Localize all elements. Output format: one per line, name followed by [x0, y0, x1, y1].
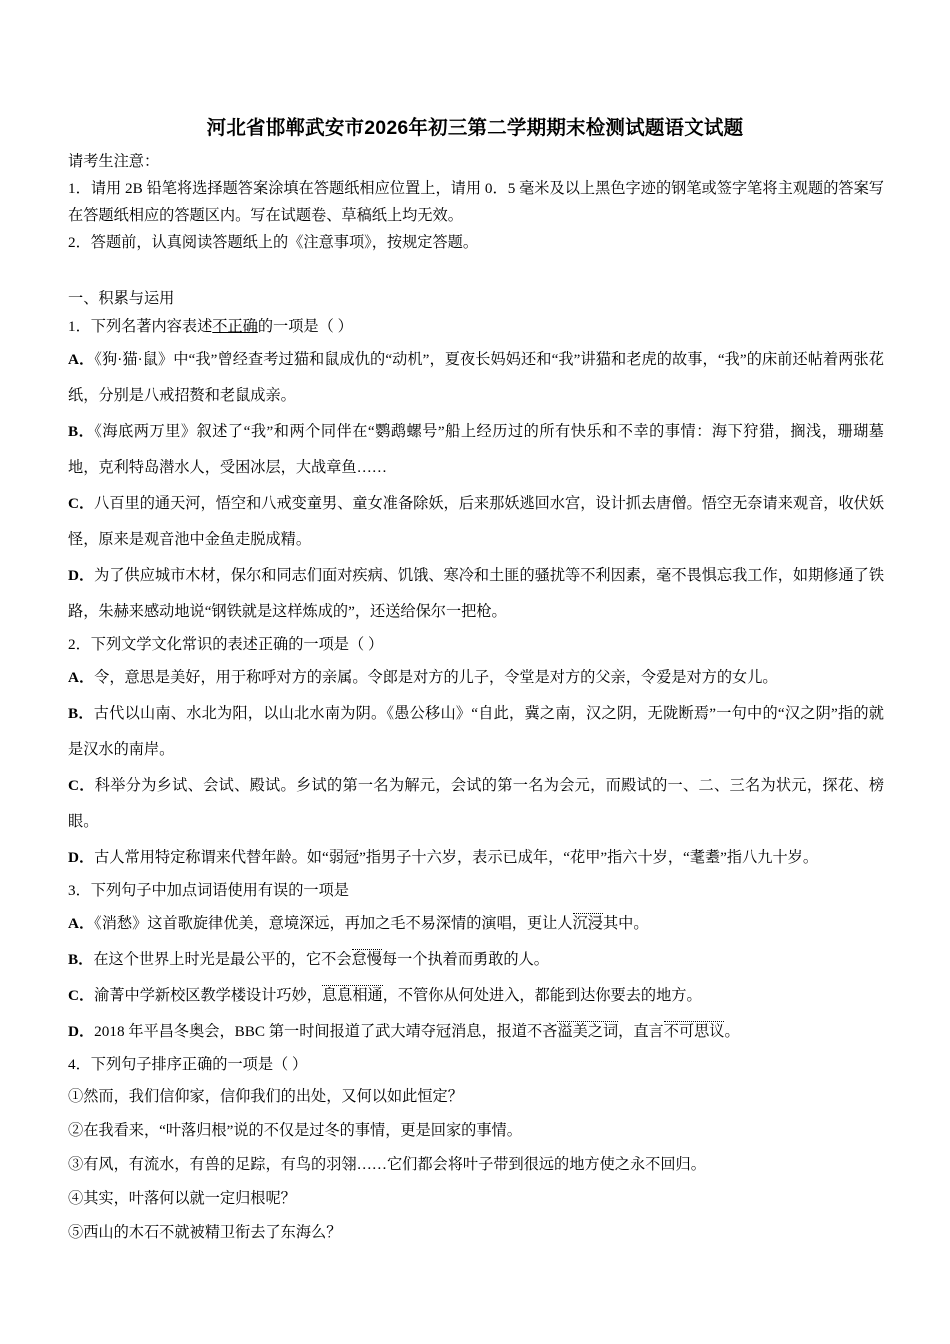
option-text-pre: 2018 年平昌冬奥会，BBC 第一时间报道了武大靖夺冠消息，报道不吝: [94, 1023, 558, 1040]
question-1-option-c: [68, 486, 884, 558]
question-1-stem: [68, 312, 884, 342]
option-label: C．: [68, 495, 95, 512]
question-1-stem-tail: 的一项是（ ）: [257, 318, 353, 335]
section-spacer: [68, 256, 884, 285]
question-2-option-d: [68, 840, 884, 876]
option-emphasis-term: 沉浸: [572, 915, 603, 932]
question-2-number: 2．: [68, 636, 91, 653]
option-label: B．: [68, 423, 95, 440]
option-label: D．: [68, 567, 95, 584]
notice-item-1: 1．请用 2B 铅笔将选择题答案涂填在答题纸相应位置上，请用 0．5 毫米及以上黑色字迹的钢笔或签字笔将主观题的答案写在答题纸相应的答题区内。写在试题卷、草稿纸上均无效。: [68, 180, 884, 224]
option-label: A．: [68, 351, 95, 368]
option-text: 为了供应城市木材，保尔和同志们面对疾病、饥饿、寒冷和土匪的骚扰等不利因素，毫不畏惧忘我工作，如期修通了铁路，朱赫来感动地说“钢铁就是这样炼成的”，还送给保尔一把枪。: [68, 567, 885, 620]
question-3-option-c: [68, 978, 884, 1014]
question-4-item-2: ②在我看来，“叶落归根”说的不仅是过冬的事情，更是回家的事情。: [68, 1122, 522, 1139]
option-text-pre: 渝菁中学新校区教学楼设计巧妙，: [94, 987, 322, 1004]
question-3-option-d: [68, 1014, 884, 1050]
option-text: 《狗·猫·鼠》中“我”曾经查考过猫和鼠成仇的“动机”，夏夜长妈妈还和“我”讲猫和老虎的故事，“我”的床前还帖着两张花纸，分别是八戒招赘和老鼠成亲。: [68, 351, 884, 404]
question-4-number: 4．: [68, 1056, 91, 1073]
option-text-post: 其中。: [602, 915, 649, 932]
question-2-stem-text: 下列文学文化常识的表述正确的一项是（ ）: [90, 636, 384, 653]
question-1-option-b: [68, 414, 884, 486]
question-4-stem: [68, 1050, 884, 1080]
question-3-number: 3．: [68, 882, 91, 899]
option-emphasis-term: 息息相通: [321, 987, 383, 1004]
option-label: C．: [68, 777, 95, 794]
option-text: 古代以山南、水北为阳，以山北水南为阴。《愚公移山》“自此，冀之南，汉之阴，无陇断焉”一句中的“汉之阴”指的就是汉水的南岸。: [68, 705, 884, 758]
option-text: 《海底两万里》叙述了“我”和两个同伴在“鹦鹉螺号”船上经历过的所有快乐和不幸的事情：海下狩猎，搁浅，珊瑚墓地，克利特岛潜水人，受困冰层，大战章鱼……: [68, 423, 884, 476]
option-label: B．: [68, 705, 94, 722]
option-text: 令，意思是美好，用于称呼对方的亲属。令郎是对方的儿子，令堂是对方的父亲，令爱是对方的女儿。: [94, 669, 778, 686]
option-text-pre: 在这个世界上时光是最公平的，它不会: [93, 951, 352, 968]
notice-heading: 请考生注意：: [68, 153, 160, 170]
page-title: 河北省邯郸武安市2026年初三第二学期期末检测试题语文试题: [206, 117, 744, 139]
question-4-stem-text: 下列句子排序正确的一项是（ ）: [90, 1056, 308, 1073]
option-emphasis-term: 怠慢: [351, 951, 382, 968]
option-text-mid: ，直言: [618, 1023, 664, 1040]
option-label: D．: [68, 1023, 95, 1040]
option-text: 古人常用特定称谓来代替年龄。如“弱冠”指男子十六岁，表示已成年，“花甲”指六十岁，“耄耋”指八九十岁。: [94, 849, 819, 866]
question-3-option-b: [68, 942, 884, 978]
question-2-option-c: [68, 768, 884, 840]
question-1-option-a: [68, 342, 884, 414]
question-1-stem-head: 下列名著内容表述: [90, 318, 213, 335]
question-1-stem-emphasis: 不正确: [212, 318, 258, 335]
question-2-option-a: [68, 660, 884, 696]
question-3-option-a: [68, 906, 884, 942]
question-4-item-4: ④其实，叶落何以就一定归根呢？: [68, 1190, 296, 1207]
question-4-item-1: ①然而，我们信仰家，信仰我们的出处，又何以如此恒定？: [68, 1088, 463, 1105]
option-label: A．: [68, 915, 95, 932]
option-text-post: ，不管你从何处进入，都能到达你要去的地方。: [382, 987, 702, 1004]
option-text-post: 每一个执着而勇敢的人。: [381, 951, 549, 968]
option-label: A．: [68, 669, 95, 686]
question-3-stem-text: 下列句子中加点词语使用有误的一项是: [90, 882, 349, 899]
question-2-option-b: [68, 696, 884, 768]
question-1-number: 1．: [68, 318, 91, 335]
option-label: D．: [68, 849, 95, 866]
question-4-item-3: ③有风，有流水，有兽的足踪，有鸟的羽翎……它们都会将叶子带到很远的地方使之永不回归。: [68, 1156, 706, 1173]
option-text: 科举分为乡试、会试、殿试。乡试的第一名为解元，会试的第一名为会元，而殿试的一、二、三名为状元，探花、榜眼。: [68, 777, 885, 830]
option-text: 八百里的通天河，悟空和八戒变童男、童女准备除妖，后来那妖逃回水宫，设计抓去唐僧。悟空无奈请来观音，收伏妖怪，原来是观音池中金鱼走脱成精。: [68, 495, 885, 548]
option-emphasis-term-2: 不可思议: [663, 1023, 725, 1040]
section-title-accumulation: 一、积累与运用: [68, 290, 175, 307]
document-body: [68, 148, 884, 1250]
question-3-stem: [68, 876, 884, 906]
question-1-option-d: [68, 558, 884, 630]
question-4-item-5: ⑤西山的木石不就被精卫衔去了东海么？: [68, 1224, 342, 1241]
option-label: C．: [68, 987, 95, 1004]
option-emphasis-term: 溢美之词: [557, 1023, 619, 1040]
option-text-pre: 《消愁》这首歌旋律优美，意境深远，再加之毛不易深情的演唱，更让人: [94, 915, 573, 932]
option-text-post: 。: [724, 1023, 740, 1040]
notice-item-2: 2．答题前，认真阅读答题纸上的《注意事项》，按规定答题。: [68, 234, 479, 251]
question-2-stem: [68, 630, 884, 660]
option-label: B．: [68, 951, 94, 968]
